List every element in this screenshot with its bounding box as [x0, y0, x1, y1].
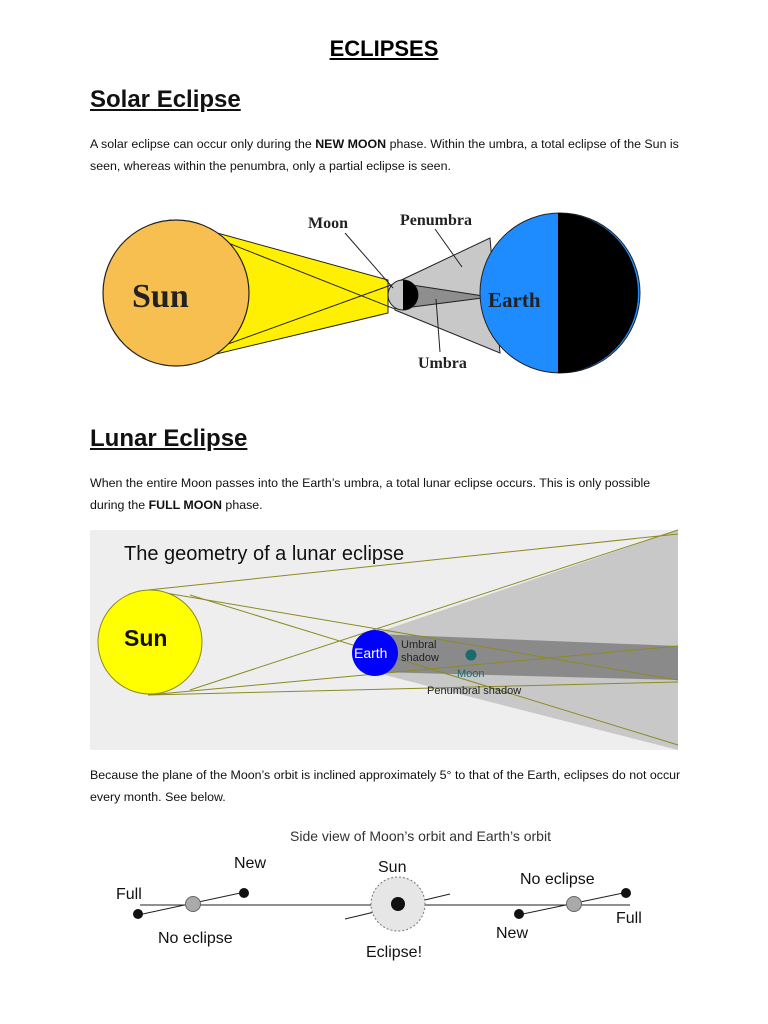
lunar-text-bold: FULL MOON — [148, 498, 222, 512]
orbit-diagram — [110, 822, 650, 972]
lunar-eclipse-diagram — [90, 530, 678, 750]
lunar-umbral-label-2: shadow — [401, 652, 439, 664]
lunar-moon — [466, 650, 477, 661]
lunar-sun-label: Sun — [124, 625, 168, 651]
new-left-label: New — [234, 855, 267, 872]
solar-sun-label: Sun — [132, 278, 189, 315]
solar-text-b: phase. Within the umbra, a total eclipse of the Sun is seen, whereas within the penumbra, only a partial eclipse is seen. — [90, 137, 679, 173]
solar-eclipse-diagram — [90, 195, 650, 385]
full-right-label: Full — [616, 910, 642, 927]
lunar-eclipse-heading: Lunar Eclipse — [90, 425, 248, 452]
new-moon-right — [514, 909, 524, 919]
solar-earth-night-side — [558, 213, 638, 373]
lunar-text-a: When the entire Moon passes into the Earth’s umbra, a total lunar eclipse occurs. This is only possible during the — [90, 476, 651, 512]
solar-eclipse-paragraph — [90, 133, 690, 177]
lunar-earth-label: Earth — [354, 645, 388, 661]
page-title: ECLIPSES — [329, 36, 439, 61]
sun-label: Sun — [378, 859, 407, 876]
orbit-diagram-title: Side view of Moon’s orbit and Earth’s orbit — [290, 828, 551, 844]
earth-right — [567, 897, 582, 912]
earth-left — [186, 897, 201, 912]
new-moon-left — [239, 888, 249, 898]
no-eclipse-left-label: No eclipse — [158, 930, 233, 947]
new-right-label: New — [496, 925, 529, 942]
solar-text-bold: NEW MOON — [315, 137, 387, 151]
solar-text-a: A solar eclipse can occur only during the — [90, 137, 316, 151]
full-moon-right — [621, 888, 631, 898]
solar-penumbra-label: Penumbra — [400, 212, 472, 229]
orbit-sun-earth — [391, 897, 405, 911]
solar-earth-label: Earth — [488, 288, 541, 312]
lunar-text-b: phase. — [221, 498, 263, 512]
solar-umbra-label: Umbra — [418, 355, 467, 372]
lunar-penumbral-label: Penumbral shadow — [427, 685, 522, 697]
full-left-label: Full — [116, 886, 142, 903]
eclipse-label: Eclipse! — [366, 944, 423, 961]
lunar-diagram-title: The geometry of a lunar eclipse — [124, 543, 405, 565]
full-moon-left — [133, 909, 143, 919]
lunar-moon-label: Moon — [457, 668, 485, 680]
solar-eclipse-heading: Solar Eclipse — [90, 86, 241, 113]
orbit-paragraph: Because the plane of the Moon’s orbit is inclined approximately 5° to that of the Earth, eclipses do not occur every month. See below. — [90, 768, 681, 804]
lunar-eclipse-paragraph — [90, 472, 680, 516]
no-eclipse-right-label: No eclipse — [520, 871, 595, 888]
solar-moon-label: Moon — [308, 215, 348, 232]
lunar-umbral-label-1: Umbral — [401, 639, 437, 651]
